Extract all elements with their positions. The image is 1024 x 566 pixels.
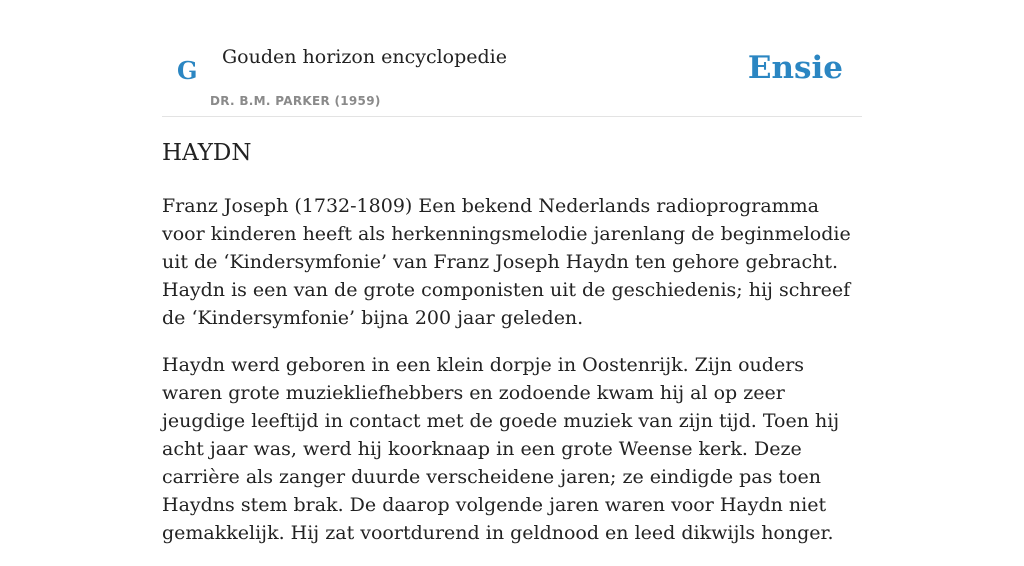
- book-logo-icon[interactable]: G: [177, 56, 198, 85]
- page: [162, 0, 862, 544]
- entry-content: [162, 192, 862, 566]
- entry-paragraph-1: Franz Joseph (1732-1809) Een bekend Nederlands radioprogramma voor kinderen heeft als herkenningsmelodie jarenlang de beginmelodie uit de ‘Kindersymfonie’ van Franz Joseph Haydn ten gehore gebracht. Haydn is een van de grote componisten uit de geschiedenis; hij schreef de ‘Kindersymfonie’ bijna 200 jaar geleden.: [162, 195, 851, 329]
- entry-paragraph-2: Haydn werd geboren in een klein dorpje in Oostenrijk. Zijn ouders waren grote muziekliefhebbers en zodoende kwam hij al op zeer jeugdige leeftijd in contact met de goede muziek van zijn tijd. Toen hij acht jaar was, werd hij koorknaap in een grote Weense kerk. Deze carrière als zanger duurde verscheidene jaren; ze eindigde pas toen Haydns stem brak. De daarop volgende jaren waren voor Haydn niet gemakkelijk. Hij zat voortdurend in geldnood en leed dikwijls honger.: [162, 354, 840, 544]
- book-author: DR. B.M. PARKER (1959): [210, 94, 381, 108]
- header: [162, 0, 862, 117]
- entry-title: HAYDN: [162, 140, 252, 166]
- book-title-link[interactable]: Gouden horizon encyclopedie: [222, 46, 507, 68]
- ensie-brand-link[interactable]: Ensie: [747, 50, 843, 86]
